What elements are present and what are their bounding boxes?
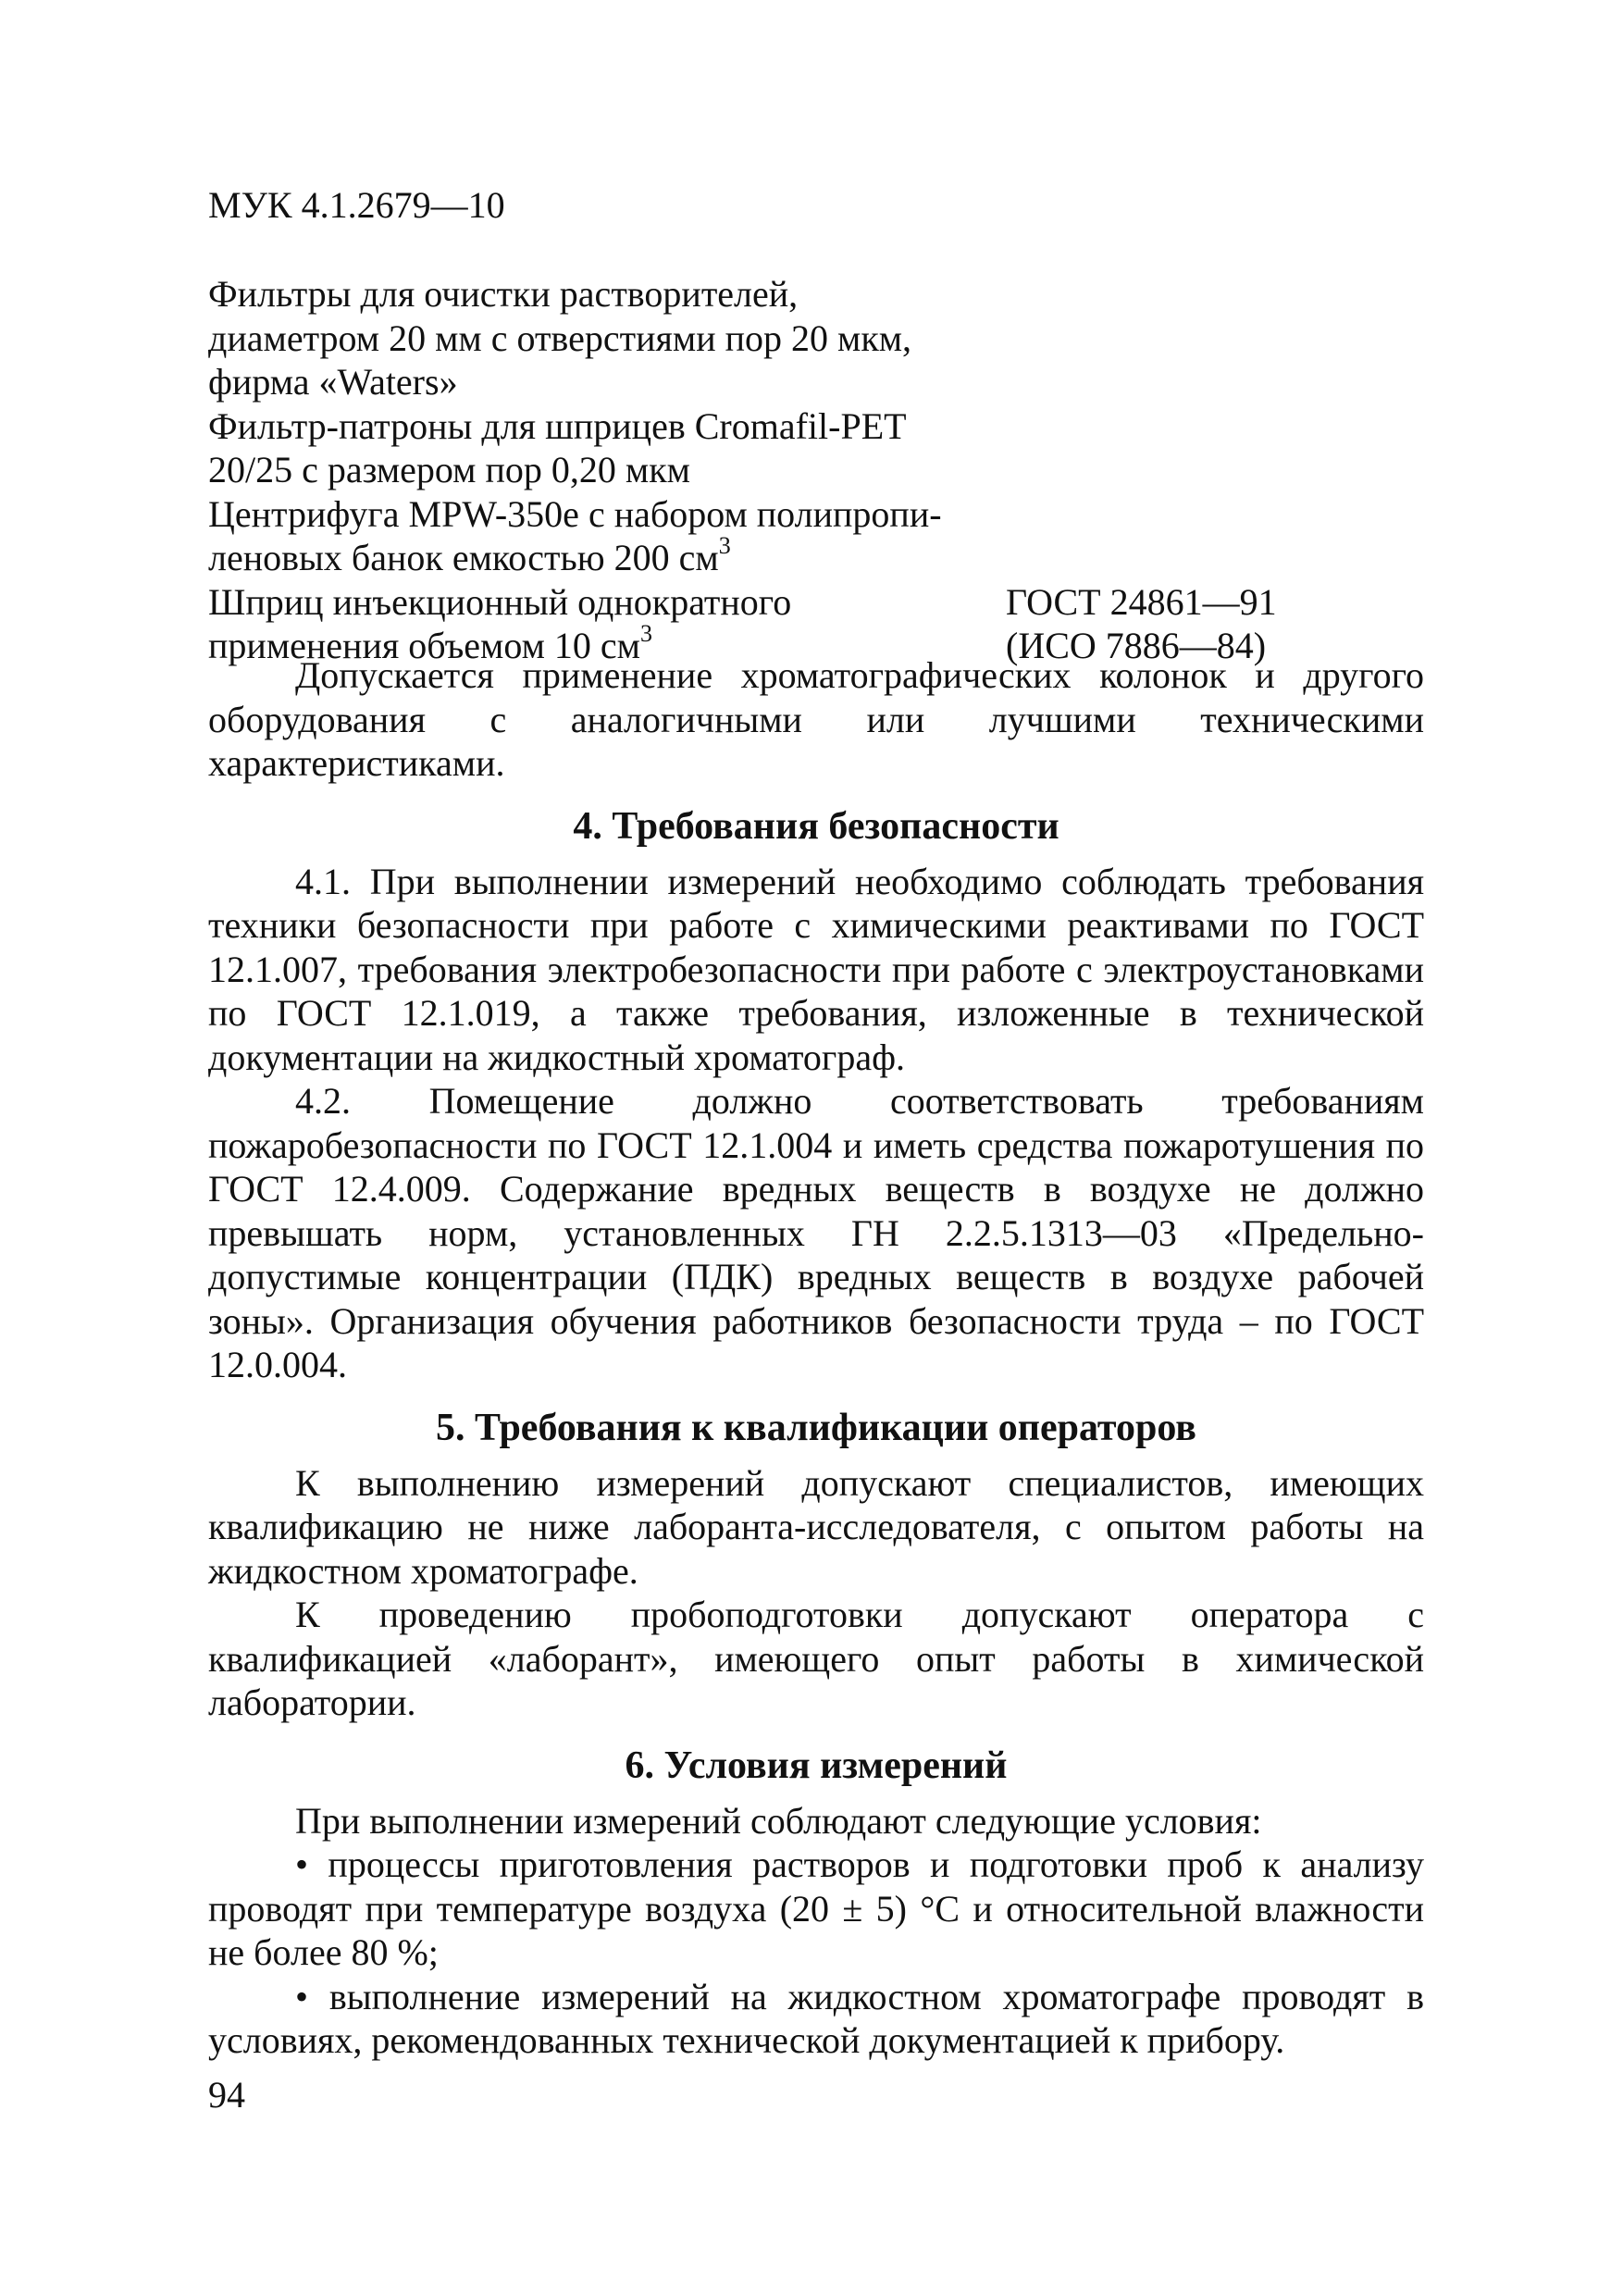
superscript: 3: [639, 619, 652, 647]
syringe-standard: (ИСО 7886—84): [1006, 625, 1267, 666]
intro-note: Допускается применение хроматографических колонок и другого оборудования с аналогичными или лучшими техническими характеристиками.: [208, 654, 1424, 784]
centrifuge-text: леновых банок емкостью 200 см: [208, 537, 719, 578]
equipment-line: Фильтр-патроны для шприцев Cromafil-PET: [208, 404, 907, 447]
superscript: 3: [718, 531, 731, 559]
syringe-standard: ГОСТ 24861—91: [1006, 580, 1277, 623]
running-header: МУК 4.1.2679—10: [208, 184, 505, 226]
paragraph: К выполнению измерений допускают специалистов, имеющих квалификацию не ниже лаборанта-исследователя, с опытом работы на жидкостном хроматографе.: [208, 1461, 1424, 1592]
main-text: [208, 653, 1424, 2063]
page-number: 94: [208, 2074, 245, 2116]
paragraph: 4.1. При выполнении измерений необходимо соблюдать требования техники безопасности при работе с химическими реактивами по ГОСТ 12.1.007, требования электробезопасности при работе с электроустановками по ГОСТ 12.1.019, а также требования, изложенные в технической документации на жидкостный хроматограф.: [208, 860, 1424, 1078]
equipment-line: фирма «Waters»: [208, 361, 458, 403]
equipment-line: [208, 531, 1430, 580]
section-heading: 6. Условия измерений: [625, 1744, 1008, 1787]
equipment-line: диаметром 20 мм с отверстиями пор 20 мкм,: [208, 316, 912, 359]
section-heading: 4. Требования безопасности: [573, 804, 1059, 848]
equipment-line: Фильтры для очистки растворителей,: [208, 273, 799, 315]
syringe-text: применения объемом 10 см: [208, 625, 640, 666]
section-heading: 5. Требования к квалификации операторов: [436, 1406, 1196, 1449]
paragraph: При выполнении измерений соблюдают следующие условия:: [295, 1799, 1262, 1842]
bullet-item: • выполнение измерений на жидкостном хроматографе проводят в условиях, рекомендованных технической документацией к прибору.: [208, 1975, 1424, 2061]
paragraph: 4.2. Помещение должно соответствовать требованиям пожаробезопасности по ГОСТ 12.1.004 и иметь средства пожаротушения по ГОСТ 12.4.009. Содержание вредных веществ в воздухе не должно превышать норм, установленных ГН 2.2.5.1313—03 «Предельно- допустимые концентрации (ПДК) вредных веществ в воздухе рабочей зоны». Организация обучения работников безопасности труда – по ГОСТ 12.0.004.: [208, 1080, 1424, 1385]
equipment-line: 20/25 с размером пор 0,20 мкм: [208, 449, 690, 490]
bullet-item: • процессы приготовления растворов и подготовки проб к анализу проводят при температуре воздуха (20 ± 5) °С и относительной влажности не более 80 %;: [208, 1843, 1424, 1973]
equipment-list: [208, 272, 1430, 668]
paragraph: К проведению пробоподготовки допускают оператора с квалификацией «лаборант», имеющего опыт работы в химической лаборатории.: [208, 1594, 1424, 1723]
equipment-line: Центрифуга MPW-350е с набором полипропи-: [208, 492, 942, 535]
syringe-row: [208, 580, 1430, 625]
syringe-text: Шприц инъекционный однократного: [208, 580, 792, 623]
